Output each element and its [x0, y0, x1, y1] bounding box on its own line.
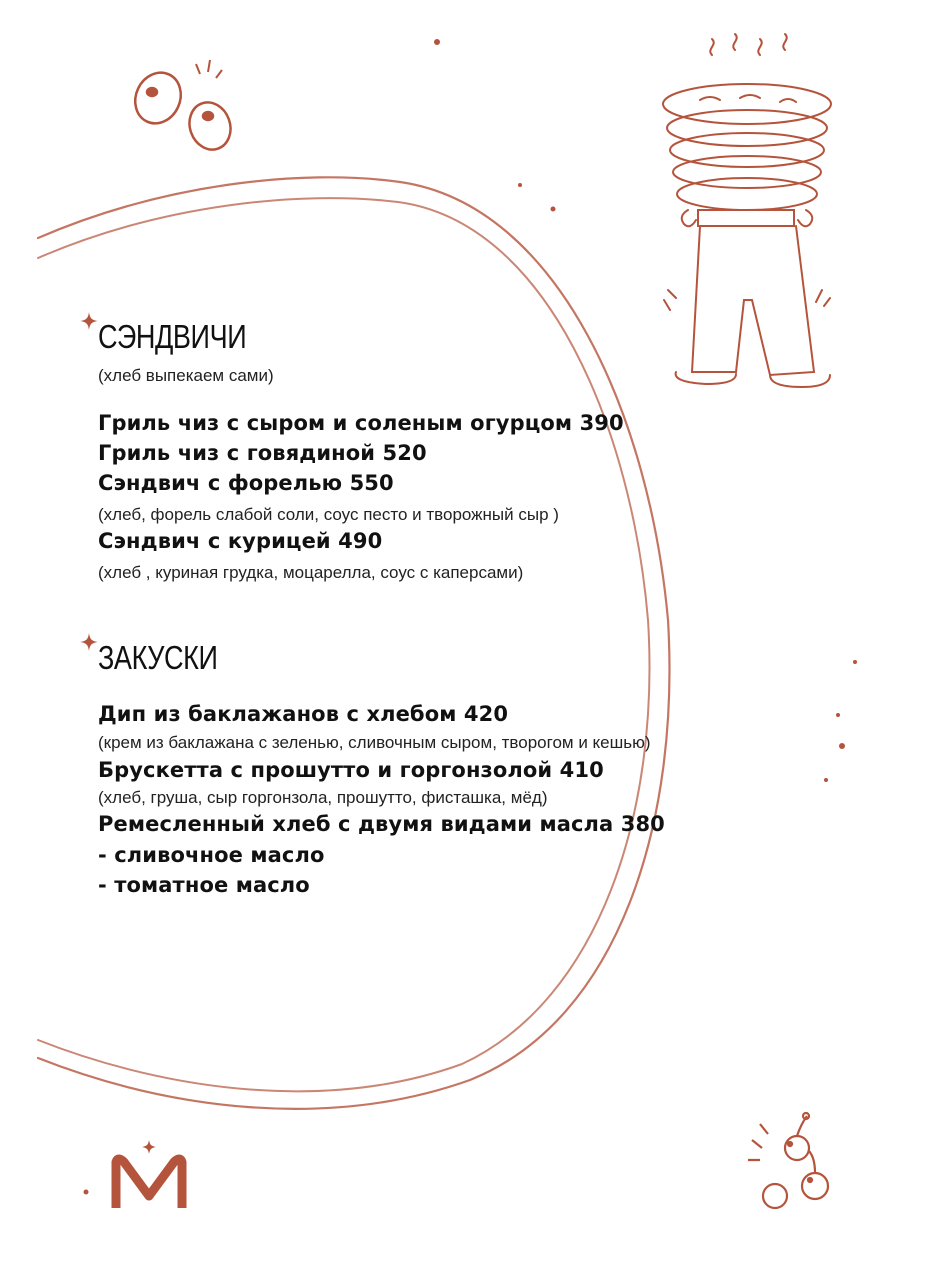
item-price: 550	[349, 471, 394, 495]
item-price: 390	[579, 411, 624, 435]
item-price: 410	[559, 758, 604, 782]
menu-item	[98, 812, 665, 836]
speckles-decoration	[84, 39, 858, 1195]
menu-item	[98, 441, 427, 465]
item-price: 420	[463, 702, 509, 726]
item-name: Гриль чиз с сыром и соленым огурцом	[98, 411, 573, 435]
menu-option: - томатное масло	[98, 873, 310, 897]
cherries-illustration	[748, 1113, 828, 1208]
pancake-stack-chef-illustration	[663, 34, 831, 387]
item-name: Гриль чиз с говядиной	[98, 441, 376, 465]
item-name: Дип из баклажанов с хлебом	[98, 702, 457, 726]
section-note: (хлеб выпекаем сами)	[98, 366, 274, 385]
menu-item	[98, 758, 604, 782]
item-description: (крем из баклажана с зеленью, сливочным сыром, творогом и кешью)	[98, 733, 651, 752]
sparkle-icon	[80, 633, 98, 651]
item-name: Брускетта с прошутто и горгонзолой	[98, 758, 553, 782]
section-sandwiches-header	[98, 318, 279, 356]
section-title: СЭНДВИЧИ	[98, 318, 247, 355]
menu-item	[98, 411, 624, 435]
menu-item	[98, 702, 508, 726]
item-name: Ремесленный хлеб с двумя видами масла	[98, 812, 614, 836]
menu-item	[98, 529, 382, 553]
sparkle-icon	[80, 312, 98, 330]
item-description: (хлеб, груша, сыр горгонзола, прошутто, фисташка, мёд)	[98, 788, 548, 807]
item-price: 520	[382, 441, 427, 465]
brand-logo	[110, 1140, 188, 1212]
item-name: Сэндвич с курицей	[98, 529, 331, 553]
menu-option: - сливочное масло	[98, 843, 325, 867]
menu-item	[98, 471, 394, 495]
item-name: Сэндвич с форелью	[98, 471, 343, 495]
item-price: 490	[338, 529, 383, 553]
item-description: (хлеб , куриная грудка, моцарелла, соус с каперсами)	[98, 563, 524, 582]
section-title: ЗАКУСКИ	[98, 639, 218, 676]
item-description: (хлеб, форель слабой соли, соус песто и творожный сыр )	[98, 505, 559, 524]
section-snacks-header	[98, 639, 244, 677]
item-price: 380	[620, 812, 665, 836]
olives-illustration	[127, 60, 237, 155]
